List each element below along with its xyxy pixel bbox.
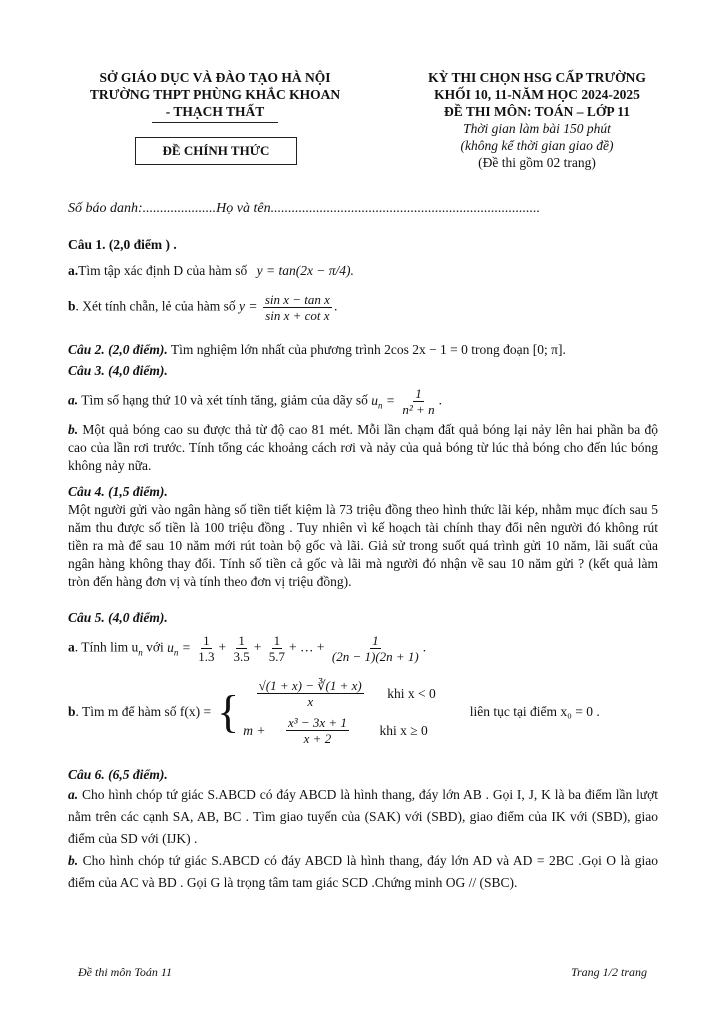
question-3b [68, 421, 658, 475]
question-2-title: Câu 2. (2,0 điểm). [68, 342, 168, 357]
question-5-title: Câu 5. (4,0 điểm). [68, 610, 168, 625]
fraction-numerator: sin x − tan x [264, 292, 330, 307]
function-y: y = [238, 298, 258, 314]
page-count-note: (Đề thi gồm 02 trang) [478, 155, 596, 170]
part-label: b. [68, 853, 79, 868]
fraction-denominator: sin x + cot x [265, 308, 330, 323]
question-3a-text: Tìm số hạng thứ 10 và xét tính tăng, giảm của dãy số [81, 392, 368, 408]
question-5 [68, 609, 658, 746]
piecewise-cases [243, 678, 436, 746]
question-5b-text: . Tìm m để hàm số f(x) = [75, 704, 212, 719]
piecewise-case-2: m + $\frac{\text{x³ − 3x + 1}}{x + 2}$ khi x ≥ 0 [243, 715, 428, 746]
case-2-condition: khi x ≥ 0 [379, 722, 428, 738]
question-1b-fraction [263, 292, 332, 323]
part-label: a. [68, 787, 79, 802]
exam-year: KHỐI 10, 11-NĂM HỌC 2024-2025 [434, 87, 640, 102]
question-3 [68, 362, 658, 475]
header-right [392, 69, 682, 171]
question-5a-with: với [146, 639, 164, 655]
question-3a: a. Tìm số hạng thứ 10 và xét tính tăng, giảm của dãy số $u_n$ = $\frac{1}{\text{n² + n}}$ . [68, 386, 442, 417]
question-2 [68, 341, 658, 359]
question-2-text: Tìm nghiệm lớn nhất của phương trình 2cos 2x − 1 = 0 trong đoạn [0; π]. [170, 342, 566, 357]
fraction-numerator: 1 [415, 386, 422, 401]
question-6a [68, 784, 658, 850]
question-4-text: Một người gửi vào ngân hàng số tiền tiết kiệm là 73 triệu đồng theo hình thức lãi kép, nhằm mục đích sau 5 năm thu được số tiền là 100 triệu đồng . Tuy nhiên vì kế hoạch tài chính thay đổi nên người đó không rút tiền ra mà để sau 10 năm mới rút toàn bộ gốc và lãi. Giả sử trong suốt quá trình gửi 10 năm, lãi suất của ngân hàng không thay đổi. Tính số tiền cả gốc và lãi mà người đó nhận về sau 10 năm gửi ? (kết quả làm tròn đến hàng đơn vị và tính theo đơn vị triệu đồng). [68, 502, 658, 589]
exam-subject: ĐỀ THI MÔN: TOÁN – LỚP 11 [443, 104, 631, 119]
question-1a [68, 262, 658, 280]
exam-duration: Thời gian làm bài 150 phút [463, 121, 611, 136]
official-exam-box: ĐỀ CHÍNH THỨC [135, 137, 297, 165]
question-3b-text: Một quả bóng cao su được thả từ độ cao 81 mét. Mỗi lần chạm đất quả bóng lại nảy lên hai phần ba độ cao của lần rơi trước. Tính tổng các khoảng cách rơi và nảy của quả bóng từ lúc thả bóng cho đến lúc bóng không nảy nữa. [68, 422, 659, 473]
piecewise-brace: { [217, 686, 240, 737]
sequence-un: $u_n$ = [371, 392, 396, 411]
school-name: TRƯỜNG THPT PHÙNG KHẮC KHOAN [89, 87, 341, 102]
series-term-3: $\frac{1}{5.7}$ [268, 633, 286, 664]
question-1 [68, 236, 658, 323]
series-term-last: $\frac{1}{(2n - 1)(2n + 1)}$ [331, 633, 419, 664]
part-label: a. [68, 263, 79, 278]
exam-duration-note: (không kể thời gian giao đề) [460, 138, 614, 153]
question-4-title: Câu 4. (1,5 điểm). [68, 484, 168, 499]
question-1a-text: Tìm tập xác định D của hàm số [78, 263, 248, 278]
part-label: a. [68, 392, 79, 408]
question-6 [68, 766, 658, 894]
part-label: b [68, 298, 76, 314]
question-5a-text: . Tính lim u [74, 639, 139, 655]
series-term-2: $\frac{1}{3.5}$ [233, 633, 250, 664]
school-district: - THẠCH THẤT [165, 104, 265, 119]
case-1-condition: khi x < 0 [387, 685, 436, 701]
fraction-denominator: n² + n [402, 402, 435, 417]
question-5a: a. Tính $\lim u_n$ với $u_n$ = $\frac{1}{1.3}$ + $\frac{1}{3.5}$ + $\frac{1}{5.7}$ + … + $\frac{1}{(2n - 1)(2n + 1)}$ . [68, 633, 427, 664]
question-5b-tail: liên tục tại điểm x₀ = 0 . [469, 704, 600, 719]
question-1b: b. Xét tính chẵn, lẻ của hàm số y = $\frac{\text{sin x − tan x}}{\text{sin x + cot x}}$ . [68, 292, 338, 323]
footer-subject: Đề thi môn Toán 11 [78, 965, 173, 979]
question-1a-formula: y = tan(2x − π/4). [256, 263, 354, 278]
question-1-title: Câu 1. (2,0 điểm ) . [68, 237, 177, 252]
header-underline [152, 122, 278, 123]
footer-page-number: Trang 1/2 trang [570, 965, 647, 979]
series-term-1: $\frac{1}{1.3}$ [198, 633, 215, 664]
question-3a-fraction [400, 386, 436, 417]
question-6b [68, 850, 658, 894]
part-label: a [68, 639, 75, 655]
question-6a-text: Cho hình chóp tứ giác S.ABCD có đáy ABCD là hình thang, đáy lớn AB . Gọi I, J, K là ba điểm lần lượt nằm trên các cạnh SA, AB, BC . Tìm giao tuyến của (SAK) với (SBD), giao điểm của IK với (SBD), giao điểm của SD với (IJK) . [68, 787, 659, 846]
department-name: SỞ GIÁO DỤC VÀ ĐÀO TẠO HÀ NỘI [99, 70, 331, 85]
question-6-title: Câu 6. (6,5 điểm). [68, 767, 168, 782]
piecewise-case-1: $\frac{√(1 + x) - ∛(1 + x)}{x}$ khi x < 0 [258, 678, 436, 709]
header-left [60, 69, 370, 123]
question-4 [68, 483, 658, 591]
question-5b [68, 678, 658, 746]
part-label: b [68, 704, 76, 719]
candidate-line: Số báo danh:.....................Họ và tên............................................................................. [68, 201, 541, 216]
question-3-title: Câu 3. (4,0 điểm). [68, 363, 168, 378]
part-label: b. [68, 422, 79, 437]
question-1b-text: . Xét tính chẵn, lẻ của hàm số [75, 298, 236, 314]
question-6b-text: Cho hình chóp tứ giác S.ABCD có đáy ABCD là hình thang, đáy lớn AD và AD = 2BC .Gọi O là giao điểm của AC và BD . Gọi G là trọng tâm tam giác SCD .Chứng minh OG // (SBC). [68, 853, 658, 890]
exam-name: KỲ THI CHỌN HSG CẤP TRƯỜNG [428, 70, 646, 85]
sequence-un: $u_n$ = [167, 639, 191, 658]
